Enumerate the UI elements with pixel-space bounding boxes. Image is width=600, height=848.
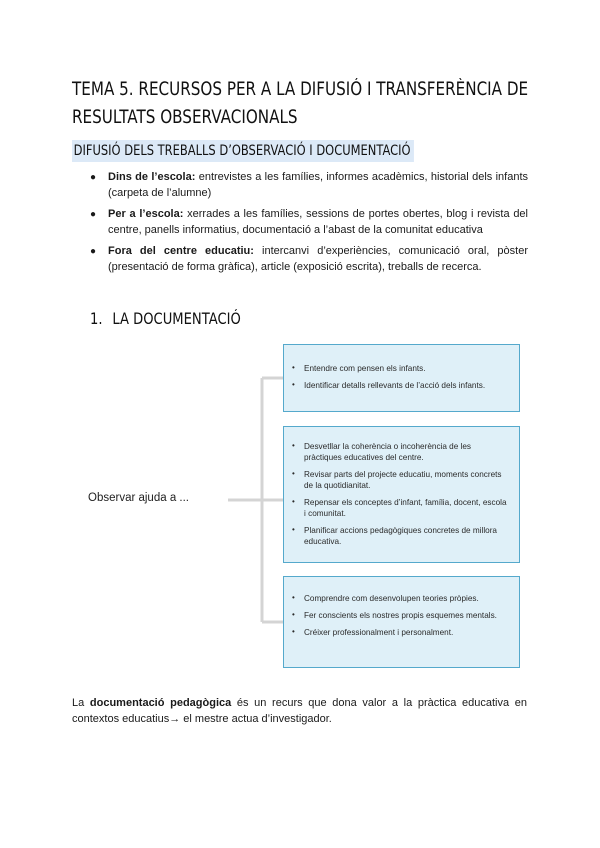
list-item: • Desvetllar la coherència o incoherència de les pràctiques educatives del centre. [292,441,472,462]
bullet-icon: ● [90,246,97,257]
list-item [88,207,528,238]
list-item: • Repensar els conceptes d’infant, família, docent, escola i comunitat. [292,497,507,518]
body-paragraph: La documentació pedagògica és un recurs que dona valor a la pràctica educativa en contextos educatius→ el mestre actua d’investigador. [72,697,527,725]
diagram-root-label: Observar ajuda a ... [88,492,189,504]
page-title: TEMA 5. RECURSOS PER A LA DIFUSIÓ I TRANSFERÈNCIA DE RESULTATS OBSERVACIONALS [72,79,529,128]
list-item: • Créixer professionalment i personalment. [292,627,454,637]
list-item: • Revisar parts del projecte educatiu, moments concrets de la quotidianitat. [292,469,502,490]
list-item-label: Per a l’escola: [108,208,184,220]
diagram-box [283,344,520,412]
list-item-text: intercanvi d’experiències, comunicació oral, pòster (presentació de forma gràfica), article (exposició escrita), treballs de recerca. [108,245,528,273]
list-item: • Identificar detalls rellevants de l’acció dels infants. [292,380,486,390]
diagram-box [283,426,520,563]
list-item: • Fer conscients els nostres propis esquemes mentals. [292,610,497,620]
diagram-box [283,576,520,668]
list-item-label: Fora del centre educatiu: [108,245,254,257]
list-item-text: entrevistes a les famílies, informes acadèmics, historial dels infants (carpeta de l’alumne) [108,171,529,199]
bullet-icon: ● [90,209,97,220]
list-item: • Comprendre com desenvolupen teories pròpies. [292,593,479,603]
section-title: LA DOCUMENTACIÓ [112,309,241,328]
list-item-text: xerrades a les famílies, sessions de portes obertes, blog i revista del centre, panells informatius, documentació a l’abast de la comunitat educativa [108,208,528,236]
bullet-icon: ● [90,172,97,183]
section-heading [90,308,241,330]
list-item-label: Dins de l’escola: [108,171,196,183]
list-item: • Entendre com pensen els infants. [292,363,426,373]
list-item [88,244,528,275]
section-number: 1. [90,309,103,328]
dissemination-list [88,170,528,281]
section-subtitle: DIFUSIÓ DELS TREBALLS D’OBSERVACIÓ I DOCUMENTACIÓ [72,140,414,162]
bold-term: documentació pedagògica [89,697,232,709]
list-item [88,170,528,201]
list-item: • Planificar accions pedagògiques concretes de millora educativa. [292,525,497,546]
